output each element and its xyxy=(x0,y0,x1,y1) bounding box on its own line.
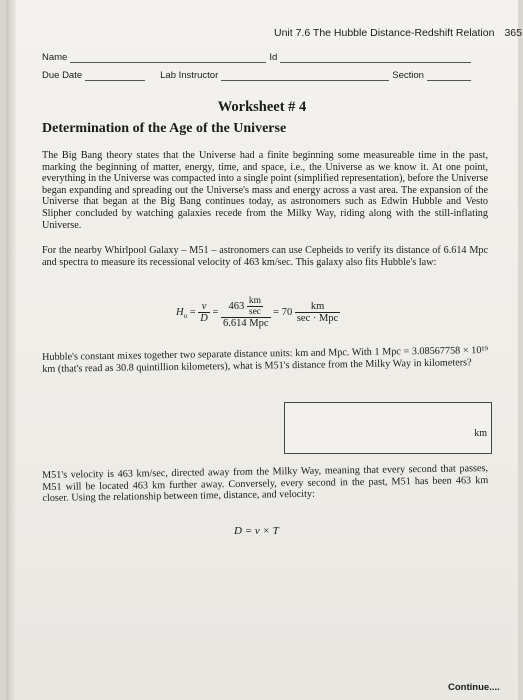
eq-v: v xyxy=(198,301,210,313)
name-row xyxy=(42,52,474,63)
due-date-label: Due Date xyxy=(42,70,83,81)
eq-value-numerator xyxy=(221,296,271,318)
eq-h-subscript: o xyxy=(183,312,188,320)
eq-distance-value: 6.614 Mpc xyxy=(223,318,269,329)
hubble-equation xyxy=(176,296,340,329)
intro-paragraph: The Big Bang theory states that the Universe had a finite beginning some measureable time in the past, marking the beginning of matter, energy, time, and space, i.e., the Universe as we know it. At one point, everything in the Universe was compacted into a single point (simplified representation), before the Universe began expanding and spreading out the Universe's mass and energy across a vast area. The expansion of the Universe that began at the Big Bang continues today, as astronomers such as Edwin Hubble and Vesto Slipher concluded by watching galaxies recede from the Milky Way, riding along with the still-inflating Universe. xyxy=(42,150,488,231)
eq-d: D xyxy=(200,313,208,324)
eq-value-fraction xyxy=(221,296,271,329)
name-label: Name xyxy=(42,52,68,63)
eq-result-unit xyxy=(295,301,340,324)
conversion-paragraph: Hubble's constant mixes together two separate distance units: km and Mpc. With 1 Mpc = 3.08567758 × 10¹⁹ km (that's read as 30.8 quintillion kilometers), what is M51's distance from the Milky Way in kilometers? xyxy=(42,344,489,375)
due-date-row xyxy=(42,70,474,81)
eq-velocity-value: 463 xyxy=(228,300,245,312)
lab-instructor-field[interactable] xyxy=(221,70,389,81)
worksheet-page xyxy=(6,0,522,700)
distance-answer-box[interactable] xyxy=(284,402,492,454)
eq-velocity-unit-bottom: sec xyxy=(248,307,262,317)
section-field[interactable] xyxy=(427,70,471,81)
worksheet-subtitle: Determination of the Age of the Universe xyxy=(42,121,287,136)
distance-velocity-time-relation: D = v × T xyxy=(234,525,279,537)
eq-result: = 70 xyxy=(273,306,293,318)
eq-h-symbol: H xyxy=(176,306,184,318)
running-header xyxy=(274,27,522,39)
section-label: Section xyxy=(392,70,424,81)
due-date-field[interactable] xyxy=(85,70,145,81)
lab-instructor-label: Lab Instructor xyxy=(160,70,219,81)
eq-velocity-unit xyxy=(247,296,263,317)
whirlpool-paragraph: For the nearby Whirlpool Galaxy – M51 – astronomers can use Cepheids to verify its distance of 6.614 Mpc and spectra to measure its recessional velocity of 463 km/sec. This galaxy also fits Hubble's law: xyxy=(42,245,488,268)
eq-result-unit-top: km xyxy=(295,301,340,313)
id-label: Id xyxy=(269,52,278,63)
name-field[interactable] xyxy=(70,52,266,63)
eq-result-unit-bottom: sec · Mpc xyxy=(296,313,339,324)
worksheet-title: Worksheet # 4 xyxy=(217,99,307,115)
eq-equals-2: = xyxy=(212,306,219,318)
id-field[interactable] xyxy=(280,52,471,63)
eq-v-over-d xyxy=(198,301,210,324)
eq-equals-1: = xyxy=(189,306,196,318)
answer-unit-label: km xyxy=(474,428,487,439)
running-title: Unit 7.6 The Hubble Distance-Redshift Relation xyxy=(274,27,495,39)
page-number: 365 xyxy=(504,27,522,39)
velocity-paragraph: M51's velocity is 463 km/sec, directed away from the Milky Way, meaning that every second that passes, M51 will be located 463 km further away. Conversely, every second in the past, M51 has been 463 km closer. Using the relationship between time, distance, and velocity: xyxy=(42,462,489,505)
continue-label: Continue.... xyxy=(448,682,500,693)
eq-velocity-unit-top: km xyxy=(248,296,262,306)
